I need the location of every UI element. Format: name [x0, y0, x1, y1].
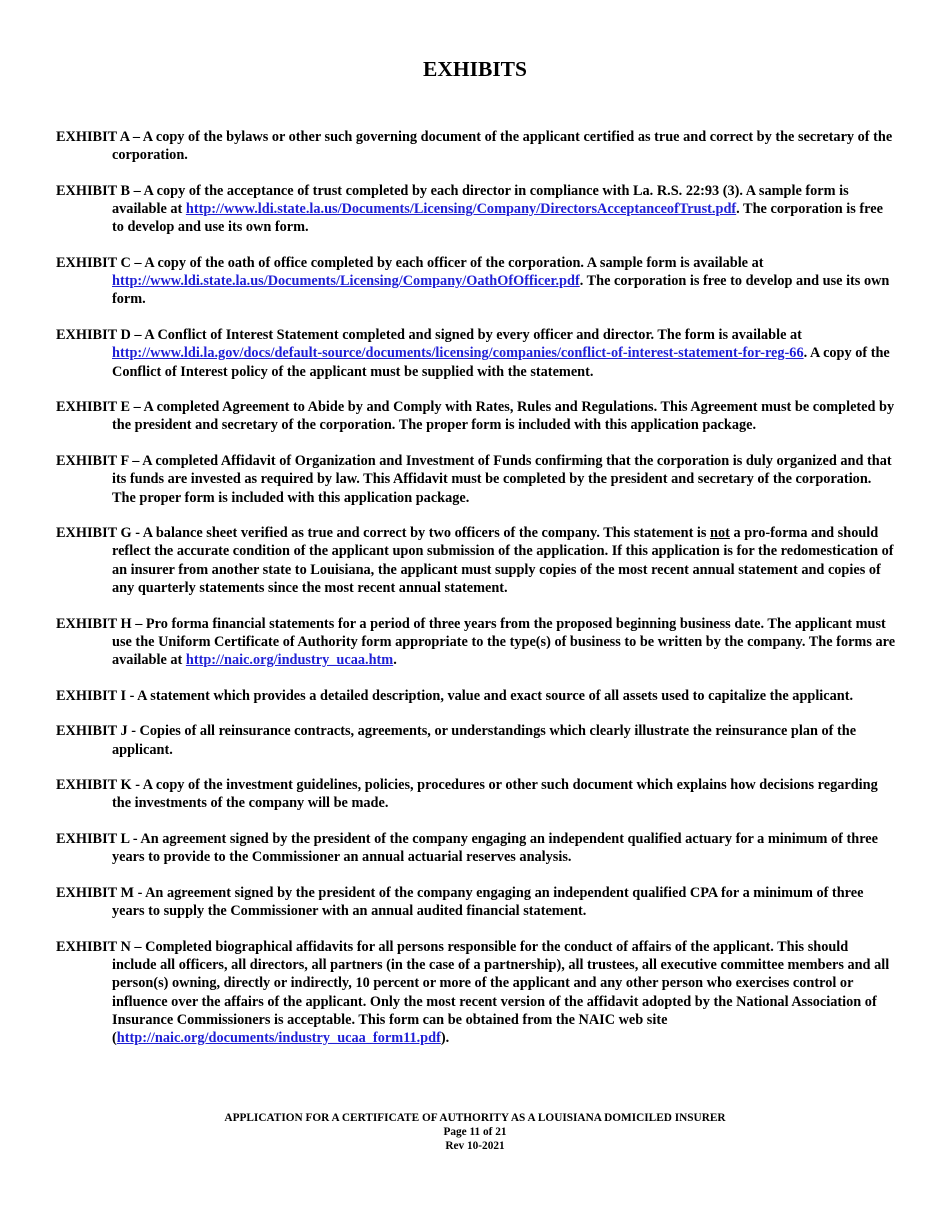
directors-acceptance-of-trust-link[interactable]: http://www.ldi.state.la.us/Documents/Licensing/Company/DirectorsAcceptanceofTrust.pdf — [185, 201, 737, 218]
exhibit-j-text: EXHIBIT J - Copies of all reinsurance contracts, agreements, or understandings which clearly illustrate the reinsurance plan of the applicant. — [56, 723, 857, 758]
exhibit-h-text: EXHIBIT H – Pro forma financial statements for a period of three years from the proposed beginning business date. The applicant must use the Uniform Certificate of Authority form appropriate to the type(s) of business to be written by the company. The forms are available at — [56, 615, 896, 668]
oath-of-officer-link[interactable]: http://www.ldi.state.la.us/Documents/Licensing/Company/OathOfOfficer.pdf — [112, 273, 580, 290]
exhibit-n-text: EXHIBIT N – Completed biographical affidavits for all persons responsible for the conduct of affairs of the applicant. This should include all officers, all directors, all partners (in the case of a partnership), all trustees, all executive committee members and all person(s) owning, directly or indirectly, 10 percent or more of the applicant and any other person who exercises control or influence over the affairs of the applicant. Only the most recent version of the affidavit adopted by the National Association of Insurance Commissioners is acceptable. This form can be obtained from the NAIC web site ( — [56, 939, 890, 1047]
exhibit-g-text: EXHIBIT G - A balance sheet verified as true and correct by two officers of the company. This statement is — [56, 525, 711, 542]
exhibit-d — [56, 326, 896, 381]
exhibit-a — [56, 128, 896, 164]
exhibit-m — [56, 884, 896, 920]
exhibit-l-text: EXHIBIT L - An agreement signed by the president of the company engaging an independent qualified actuary for a minimum of three years to provide to the Commissioner an annual actuarial reserves analysis. — [56, 831, 878, 866]
exhibit-e-text: EXHIBIT E – A completed Agreement to Abide by and Comply with Rates, Rules and Regulations. This Agreement must be completed by the president and secretary of the corporation. The proper form is included with this application package. — [56, 399, 895, 434]
exhibit-n-text-end: ). — [440, 1030, 450, 1047]
exhibit-list — [56, 128, 896, 1065]
footer-title: APPLICATION FOR A CERTIFICATE OF AUTHORITY AS A LOUISIANA DOMICILED INSURER — [224, 1112, 726, 1124]
exhibit-g — [56, 524, 896, 597]
conflict-of-interest-link[interactable]: http://www.ldi.la.gov/docs/default-source/documents/licensing/companies/conflict-of-interest-statement-for-reg-66 — [112, 345, 804, 362]
exhibit-h-text-end: . — [393, 651, 397, 668]
exhibit-e — [56, 398, 896, 434]
exhibit-c-text-end: . The corporation is free to develop and use its own form. — [112, 273, 890, 308]
exhibit-d-text-end: . A copy of the Conflict of Interest policy of the applicant must be supplied with the statement. — [112, 345, 890, 380]
exhibit-j — [56, 722, 896, 758]
exhibit-c — [56, 254, 896, 309]
naic-ucaa-link[interactable]: http://naic.org/industry_ucaa.htm — [185, 651, 394, 668]
exhibit-d-text: EXHIBIT D – A Conflict of Interest Statement completed and signed by every officer and director. The form is available at — [56, 327, 802, 344]
exhibit-f — [56, 452, 896, 507]
exhibit-b-text: EXHIBIT B – A copy of the acceptance of trust completed by each director in compliance with La. R.S. 22:93 (3). A sample form is available at — [56, 182, 849, 218]
exhibit-b-text-end: . The corporation is free to develop and use its own form. — [112, 201, 883, 236]
exhibit-k — [56, 776, 896, 812]
exhibit-a-text: EXHIBIT A – A copy of the bylaws or other such governing document of the applicant certified as true and correct by the secretary of the corporation. — [56, 129, 893, 164]
exhibit-k-text: EXHIBIT K - A copy of the investment guidelines, policies, procedures or other such document which explains how decisions regarding the investments of the company will be made. — [56, 777, 878, 812]
exhibit-f-text: EXHIBIT F – A completed Affidavit of Organization and Investment of Funds confirming that the corporation is duly organized and that its funds are invested as required by law. This Affidavit must be completed by the president and secretary of the corporation. The proper form is included with this application package. — [56, 453, 892, 506]
footer-revision: Rev 10-2021 — [445, 1140, 505, 1153]
naic-form11-link[interactable]: http://naic.org/documents/industry_ucaa_form11.pdf — [116, 1030, 441, 1047]
exhibit-c-text: EXHIBIT C – A copy of the oath of office completed by each officer of the corporation. A sample form is available at — [56, 255, 764, 272]
exhibit-i-text: EXHIBIT I - A statement which provides a detailed description, value and exact source of all assets used to capitalize the applicant. — [56, 687, 854, 704]
exhibit-h — [56, 615, 896, 670]
exhibit-g-text-end: a pro-forma and should reflect the accurate condition of the applicant upon submission of the application. If this application is for the redomestication of an insurer from another state to Louisiana, the applicant must supply copies of the most recent annual statement and copies of any quarterly statements since the most recent annual statement. — [112, 525, 894, 596]
page-title: EXHIBITS — [423, 57, 527, 81]
exhibit-b — [56, 182, 896, 237]
exhibit-n — [56, 938, 896, 1047]
exhibit-m-text: EXHIBIT M - An agreement signed by the president of the company engaging an independent qualified CPA for a minimum of three years to supply the Commissioner with an annual audited financial statement. — [56, 885, 864, 920]
footer-page-number: Page 11 of 21 — [443, 1126, 507, 1139]
exhibit-i — [56, 687, 896, 705]
exhibit-l — [56, 830, 896, 866]
exhibit-g-emphasis: not — [710, 525, 730, 542]
page-footer — [0, 1111, 950, 1154]
